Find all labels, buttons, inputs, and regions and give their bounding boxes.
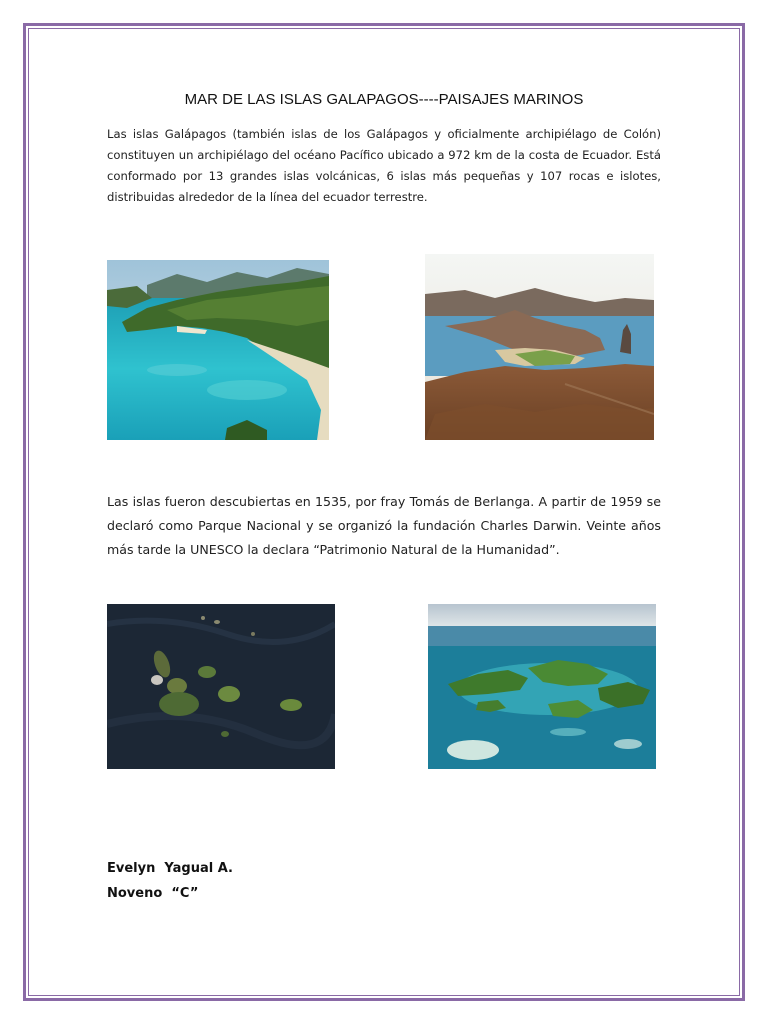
author-name: Evelyn Yagual A. xyxy=(107,861,233,876)
intro-paragraph: Las islas Galápagos (también islas de los Galápagos y oficialmente archipiélago de Colón) constituyen un archipiélago del océano Pacífico ubicado a 972 km de la costa de Ecuador. Está conformado por 13 grandes islas volcánicas, 6 islas más pequeñas y 107 rocas e islotes, distribuidas alrededor de la línea del ecuador terrestre. xyxy=(107,127,661,204)
bay-photo xyxy=(107,260,329,440)
aerial-islets-photo xyxy=(428,604,656,769)
volcanic-island-photo xyxy=(425,254,654,440)
author-class: Noveno “C” xyxy=(107,886,199,901)
history-paragraph: Las islas fueron descubiertas en 1535, por fray Tomás de Berlanga. A partir de 1959 se declaró como Parque Nacional y se organizó la fundación Charles Darwin. Veinte años más tarde la UNESCO la declara “Patrimonio Natural de la Humanidad”. xyxy=(107,494,661,557)
satellite-archipelago-photo xyxy=(107,604,335,769)
document-title: MAR DE LAS ISLAS GALAPAGOS----PAISAJES MARINOS xyxy=(184,91,584,108)
